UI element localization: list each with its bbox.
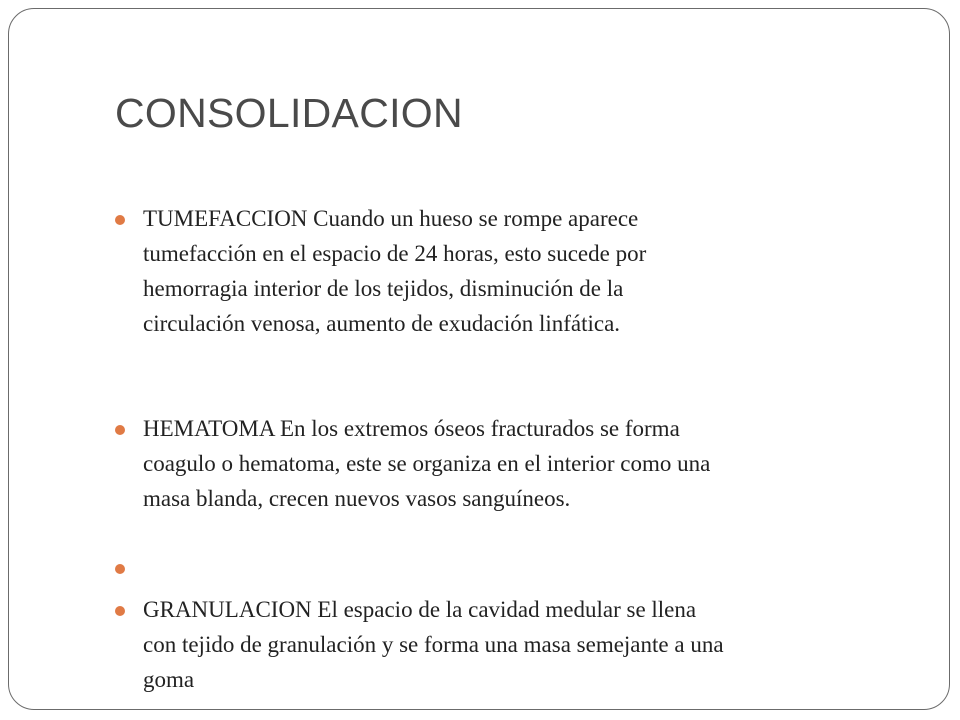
bullet-text: TUMEFACCION Cuando un hueso se rompe aparece tumefacción en el espacio de 24 horas, esto sucede por hemorragia interior de los tejidos, disminución de la circulación venosa, aumento de exudación linfática.	[143, 206, 647, 336]
bullet-item-granulacion	[115, 592, 725, 697]
bullet-item-tumefaccion	[115, 201, 725, 341]
bullet-list	[115, 201, 725, 697]
bullet-dot-icon	[115, 606, 125, 616]
slide-frame	[8, 8, 950, 710]
bullet-item-empty	[115, 550, 725, 585]
bullet-text: HEMATOMA En los extremos óseos fracturados se forma coagulo o hematoma, este se organiza en el interior como una masa blanda, crecen nuevos vasos sanguíneos.	[143, 416, 711, 511]
bullet-text: GRANULACION El espacio de la cavidad medular se llena con tejido de granulación y se forma una masa semejante a una goma	[143, 597, 724, 692]
slide-title: CONSOLIDACION	[115, 90, 463, 136]
bullet-dot-icon	[115, 425, 125, 435]
bullet-dot-icon	[115, 215, 125, 225]
bullet-dot-icon	[115, 564, 125, 574]
bullet-item-hematoma	[115, 411, 725, 516]
